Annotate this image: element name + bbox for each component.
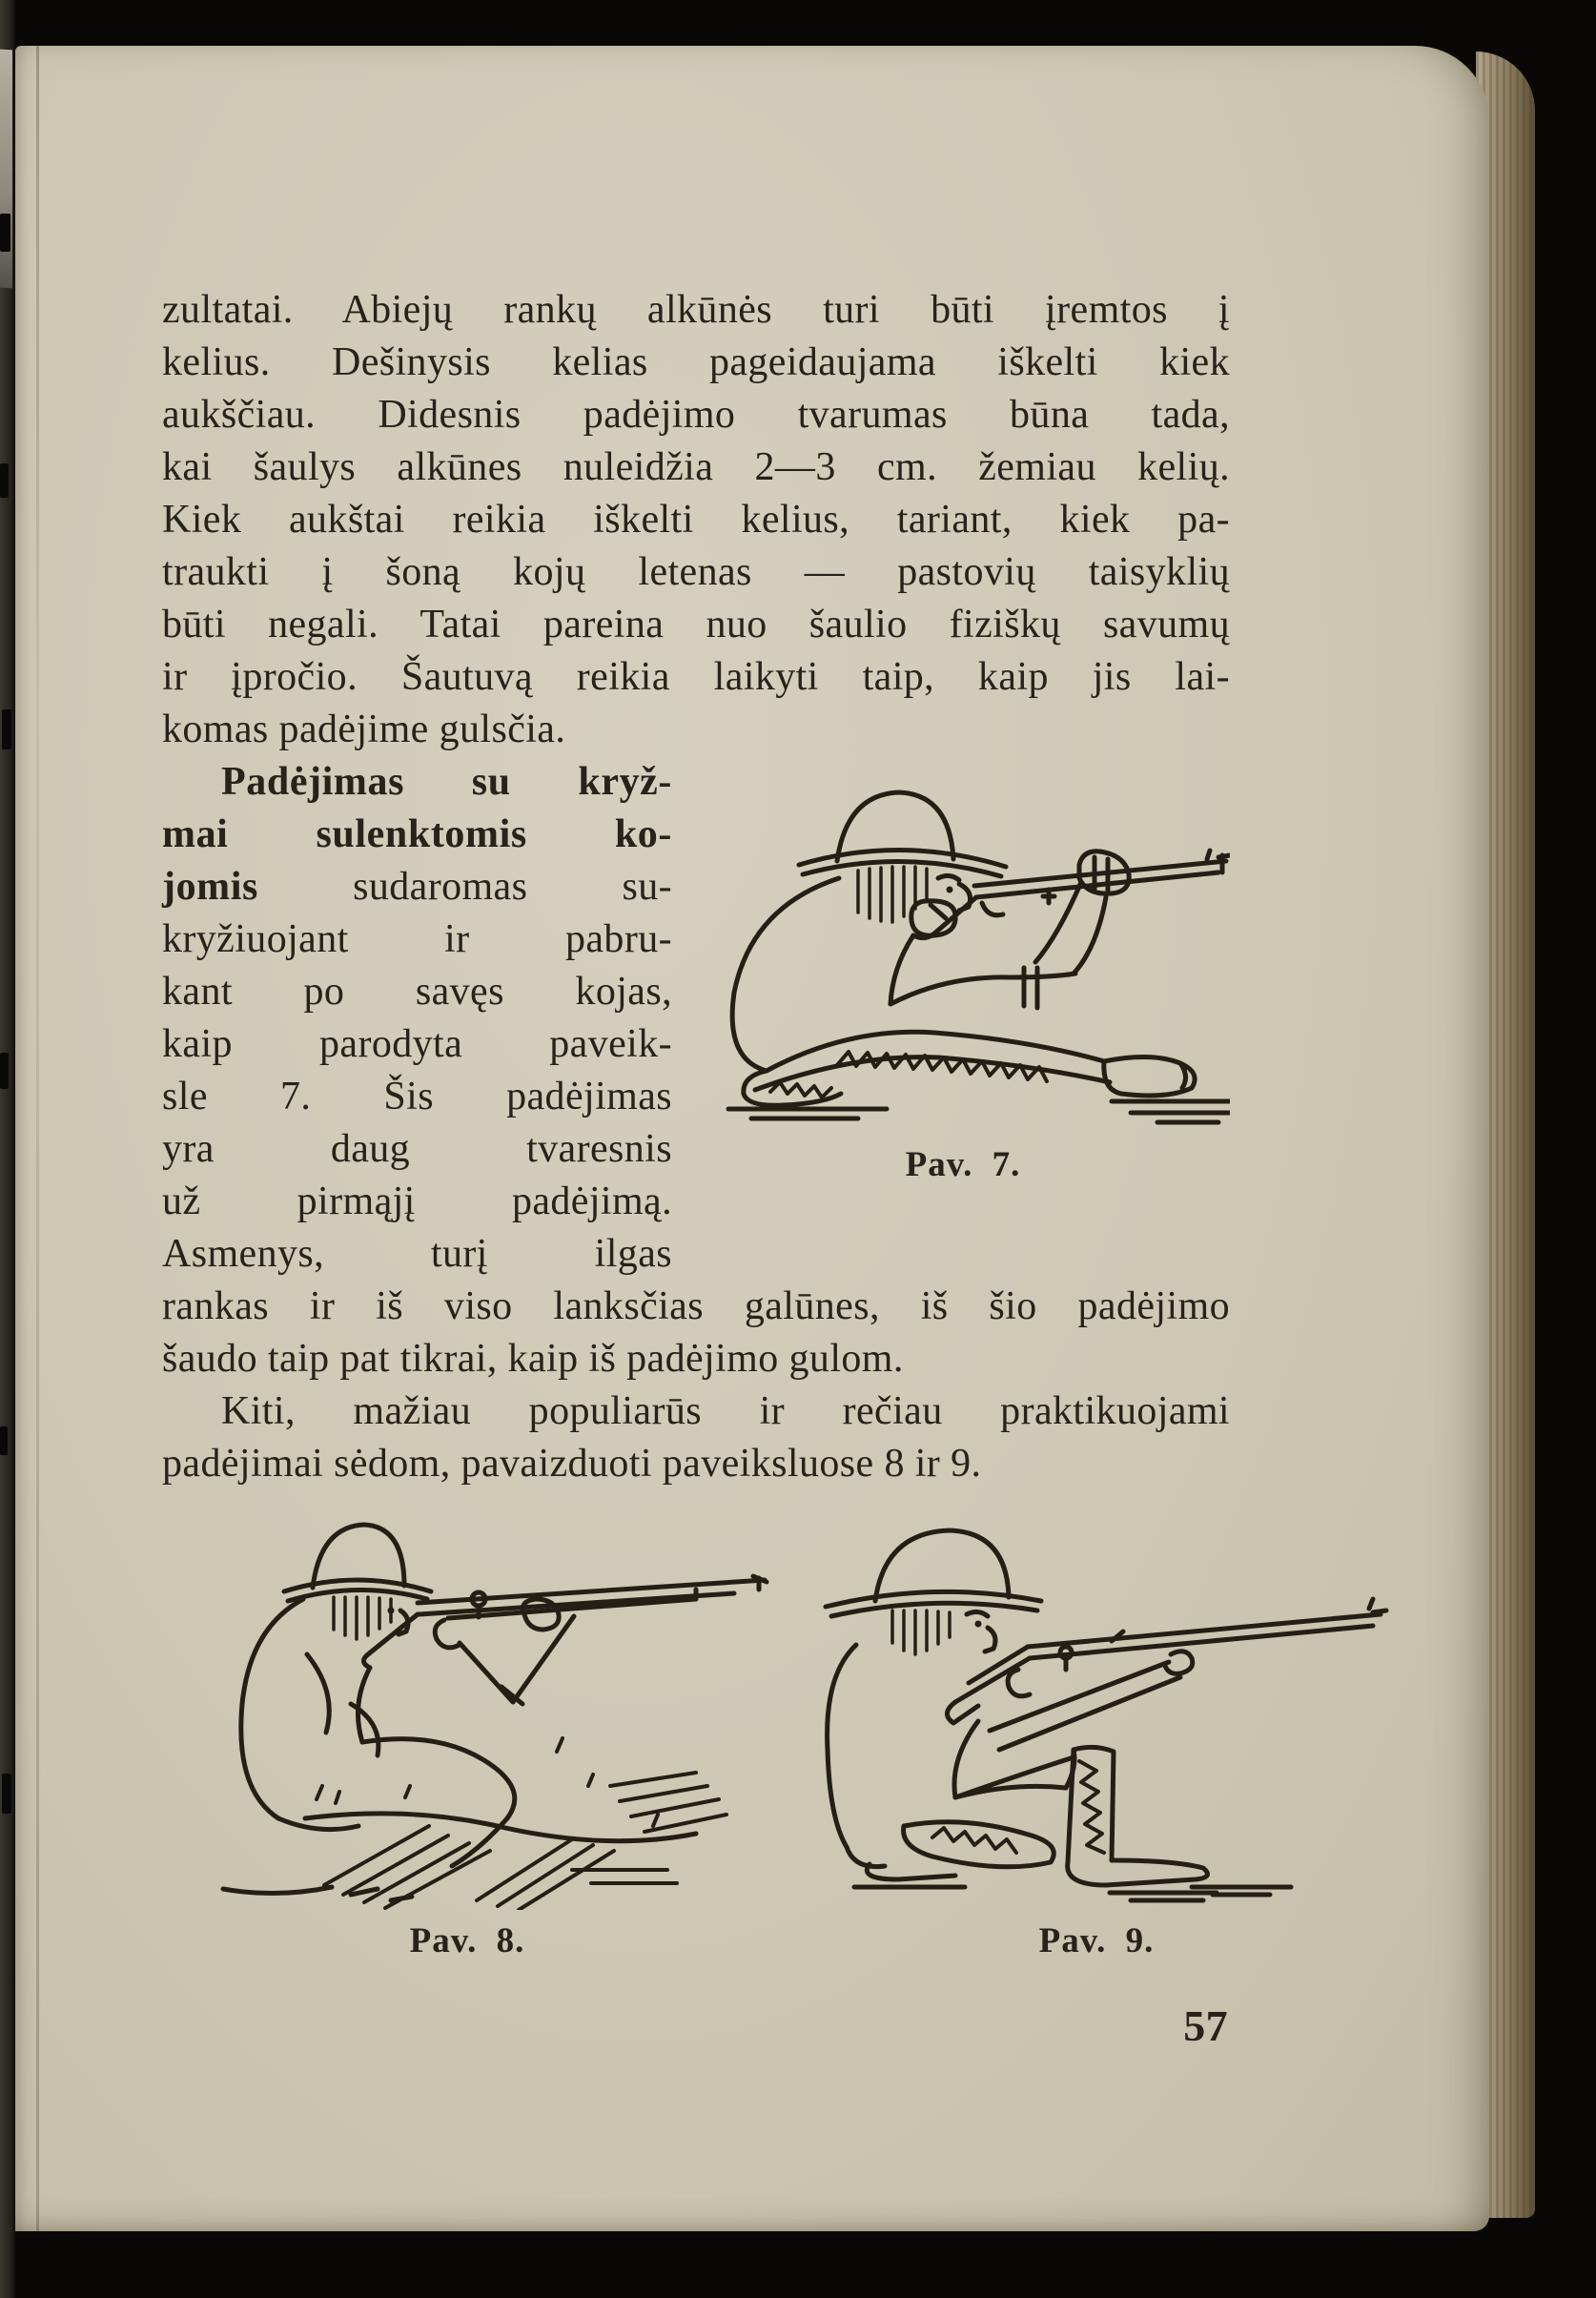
cuff-lines bbox=[1024, 968, 1037, 1008]
text-line: mai sulenktomis ko- bbox=[162, 812, 672, 856]
figure-7-caption: Pav. 7. bbox=[905, 1145, 1021, 1184]
thigh bbox=[955, 1757, 1074, 1797]
eye bbox=[388, 1608, 395, 1614]
slope-hatching-b bbox=[477, 1839, 614, 1910]
brow bbox=[967, 1611, 988, 1616]
bent-knee bbox=[362, 1739, 515, 1818]
text-line: už pirmąjį padėjimą. bbox=[162, 1180, 672, 1223]
text-line: Asmenys, turį ilgas bbox=[162, 1232, 672, 1276]
brow bbox=[938, 875, 959, 880]
support-arm bbox=[990, 1662, 1180, 1750]
figure-7-block bbox=[696, 756, 1230, 1187]
chest-outline bbox=[358, 1668, 371, 1742]
text-line: šaudo taip pat tikrai, kaip iš padėjimo gulom. bbox=[162, 1337, 904, 1381]
paragraph-2-narrow-column bbox=[162, 756, 672, 1281]
text-line: rankas ir iš viso lanksčias galūnes, iš šio padėjimo bbox=[162, 1284, 1230, 1328]
hair-hatching bbox=[892, 1611, 950, 1654]
text-line: traukti į šoną kojų letenas — pastovių taisyklių bbox=[162, 550, 1230, 594]
slope-hatching-c bbox=[610, 1773, 726, 1832]
page-content bbox=[162, 284, 1230, 2052]
figure-9-block bbox=[791, 1500, 1402, 1963]
text-line: yra daug tvaresnis bbox=[162, 1127, 672, 1171]
nose bbox=[985, 1628, 995, 1652]
coat-hem bbox=[278, 1818, 358, 1830]
text-line: aukščiau. Didesnis padėjimo tvarumas būna tada, bbox=[162, 393, 1230, 437]
text-line: padėjimai sėdom, pavaizduoti paveiksluose 8 ir 9. bbox=[162, 1442, 982, 1486]
trigger-guard bbox=[982, 903, 1003, 915]
forearm bbox=[890, 974, 1075, 1004]
text-line: komas padėjime gulsčia. bbox=[162, 708, 566, 751]
scan-artifact bbox=[0, 1053, 9, 1089]
text-and-figure-7-row bbox=[162, 756, 1230, 1281]
adjacent-page-sliver bbox=[0, 50, 12, 289]
slope-lines bbox=[572, 1870, 677, 1883]
text-line: ir įpročio. Šautuvą reikia laikyti taip, kaip jis lai- bbox=[162, 655, 1230, 699]
figure-8-block bbox=[162, 1500, 772, 1963]
paragraph-1 bbox=[162, 284, 1230, 756]
text-line: zultatai. Abiejų rankų alkūnės turi būti įremtos į bbox=[162, 288, 1230, 332]
text-line: kaip parodyta paveik- bbox=[162, 1022, 672, 1066]
scan-artifact bbox=[2, 709, 11, 749]
text-line: Kiek aukštai reikia iškelti kelius, tariant, kiek pa- bbox=[162, 498, 1230, 542]
text-line: kai šaulys alkūnes nuleidžia 2—3 cm. žemiau kelių. bbox=[162, 445, 1230, 489]
ground-line bbox=[223, 1887, 412, 1900]
crossed-leg bbox=[755, 1032, 1110, 1090]
text-line: kelius. Dešinysis kelias pageidaujama iškelti kiek bbox=[162, 340, 1230, 384]
text-line: jomis sudaromas su- bbox=[162, 865, 672, 909]
figure-9-caption: Pav. 9. bbox=[1038, 1921, 1155, 1960]
boot-foot bbox=[1068, 1860, 1208, 1885]
scan-left-edge bbox=[0, 0, 16, 2298]
back-outline bbox=[241, 1599, 303, 1818]
paragraph-3 bbox=[162, 1385, 1230, 1490]
page-crease bbox=[36, 46, 39, 2231]
back-outline bbox=[732, 878, 839, 1071]
figures-8-9-row bbox=[162, 1500, 1402, 1963]
folded-leg-lacing bbox=[932, 1828, 1016, 1853]
trigger-hand bbox=[1008, 1670, 1030, 1696]
figure-8-drawing bbox=[162, 1500, 772, 1910]
boot-lacing bbox=[1079, 1761, 1104, 1853]
hair-hatching bbox=[334, 1597, 391, 1639]
page-number: 57 bbox=[1183, 2001, 1228, 2050]
figure-8-caption: Pav. 8. bbox=[409, 1921, 525, 1960]
figure-7-drawing bbox=[696, 771, 1230, 1134]
figure-9-drawing bbox=[791, 1500, 1402, 1910]
heel-lines bbox=[1110, 1893, 1217, 1900]
hair-hatching bbox=[858, 867, 927, 922]
rifle-barrel bbox=[1028, 1614, 1381, 1658]
scan-artifact bbox=[0, 214, 10, 252]
folded-leg bbox=[904, 1822, 1054, 1867]
text-line: kryžiuojant ir pabru- bbox=[162, 917, 672, 961]
text-line: sle 7. Šis padėjimas bbox=[162, 1075, 672, 1118]
chest-outline bbox=[954, 1721, 978, 1797]
scan-artifact bbox=[0, 463, 9, 498]
text-line: Kiti, mažiau populiarūs ir rečiau praktikuojami bbox=[221, 1389, 1230, 1433]
eye bbox=[975, 1621, 982, 1628]
ground-hatching bbox=[854, 1887, 1291, 1895]
text-line: Padėjimas su kryž- bbox=[221, 760, 672, 804]
scan-artifact bbox=[2, 1774, 11, 1814]
back-outline bbox=[828, 1645, 856, 1847]
rifle-muzzle bbox=[1369, 1599, 1386, 1612]
book-page bbox=[15, 46, 1489, 2231]
toe-lacing bbox=[770, 1082, 831, 1098]
text-line: kant po savęs kojas, bbox=[162, 970, 672, 1014]
scan-artifact bbox=[0, 1426, 8, 1455]
slope-outline bbox=[305, 1814, 696, 1841]
seat-outline bbox=[847, 1847, 885, 1867]
paragraph-2-continuation bbox=[162, 1281, 1230, 1385]
trigger-hand bbox=[435, 1620, 460, 1648]
text-line: būti negali. Tatai pareina nuo šaulio fiziškų savumų bbox=[162, 603, 1230, 646]
right-boot bbox=[1104, 1057, 1195, 1096]
stock-butt bbox=[947, 1702, 978, 1723]
support-arm bbox=[460, 1616, 574, 1704]
eye bbox=[947, 887, 953, 893]
